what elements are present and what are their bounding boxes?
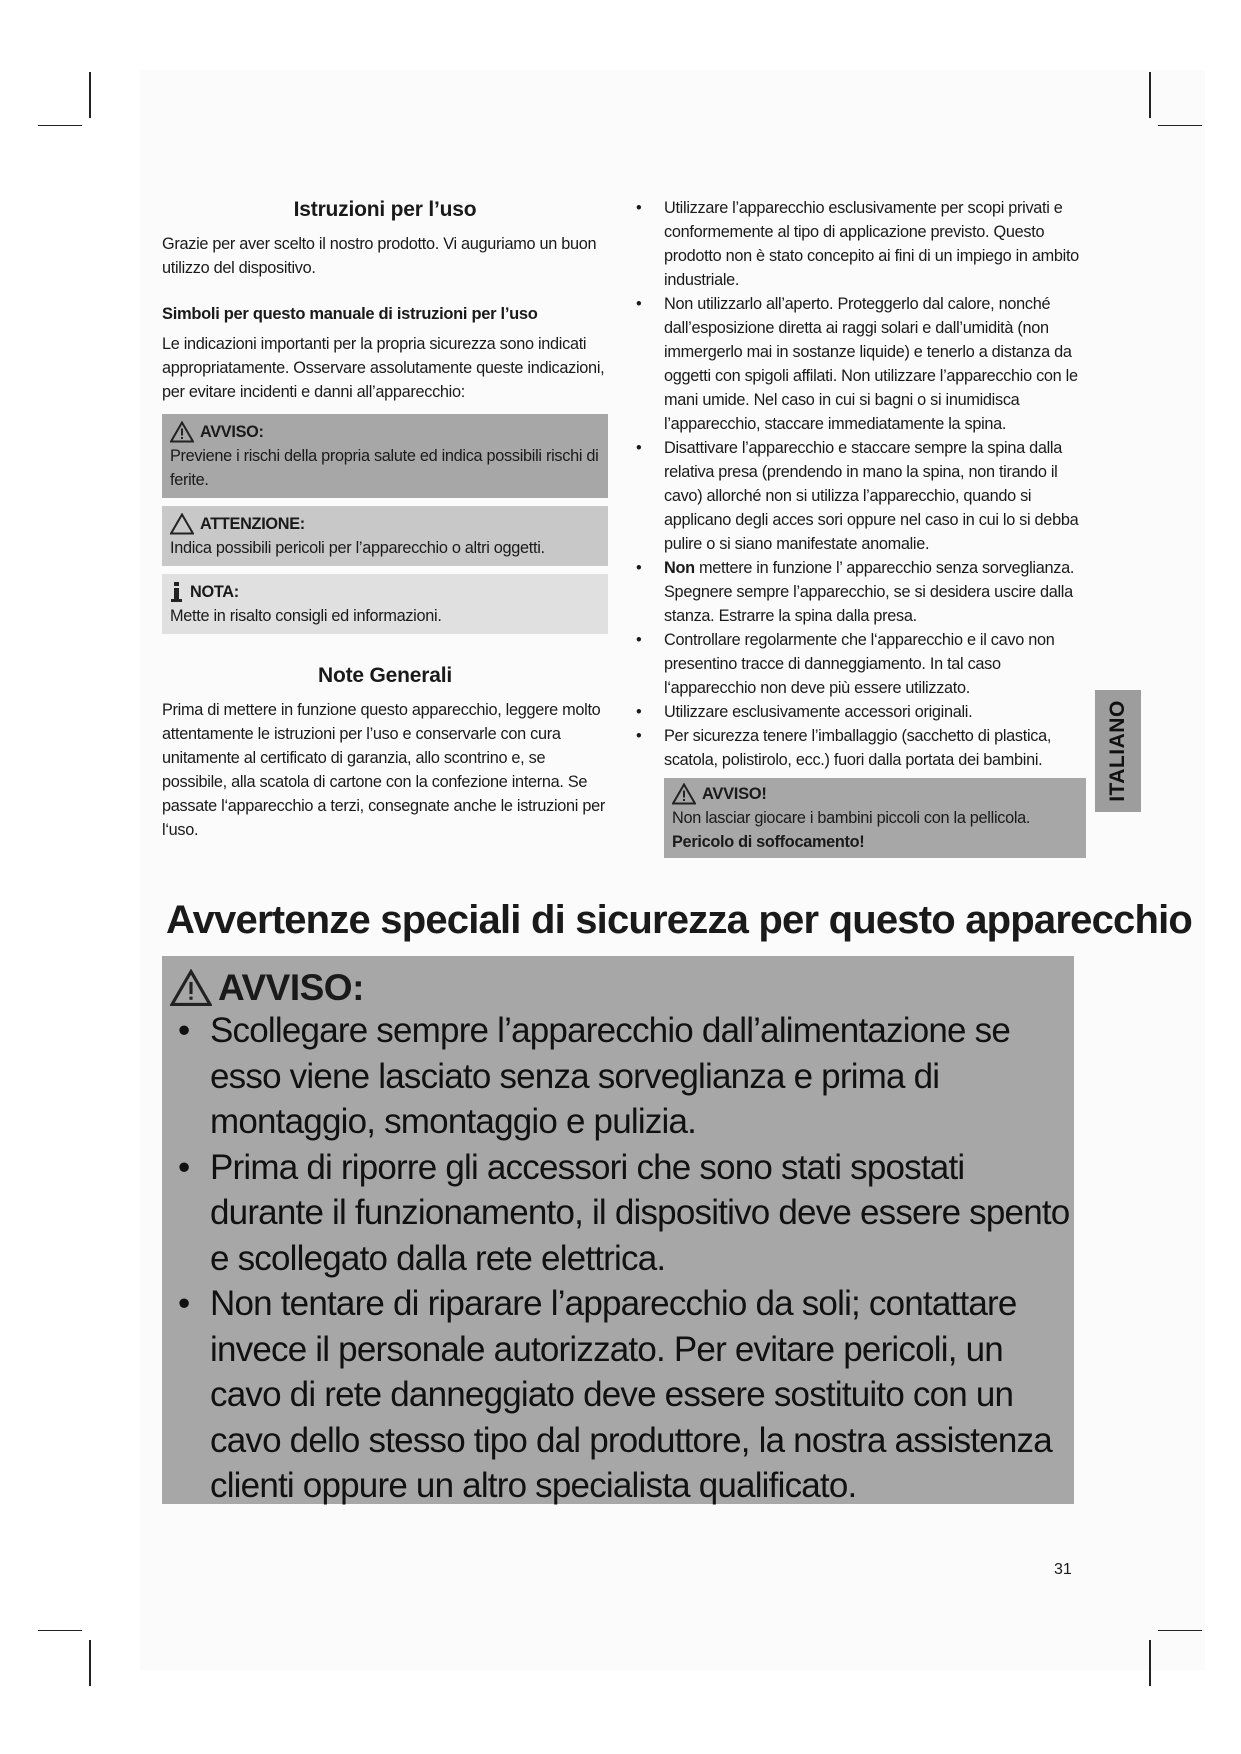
symbols-text: Le indicazioni importanti per la propria sicurezza sono indicati appropriatamente. Osservare assolutamente queste indicazioni, per evitare incidenti e danni all’apparecchio: xyxy=(162,335,605,401)
note-generali-title: Note Generali xyxy=(318,664,452,687)
caution-triangle-icon xyxy=(170,513,194,535)
list-item: • Disattivare l’apparecchio e staccare sempre la spina dalla relativa presa (prendendo in mano la spina, non tirando il cavo) allorché non si utilizza l’apparecchio, quando si applicano degli acces sori oppure nel caso in cui lo si debba pulire o si siano manifestate anomalie. xyxy=(636,439,1079,553)
attenzione-text: Indica possibili pericoli per l’apparecchio o altri oggetti. xyxy=(170,539,545,557)
info-icon xyxy=(170,582,184,602)
avviso-title: AVVISO! xyxy=(702,785,767,803)
warning-triangle-icon xyxy=(672,783,696,805)
warning-triangle-icon xyxy=(170,969,212,1007)
nota-text: Mette in risalto consigli ed informazioni. xyxy=(170,607,442,625)
list-item: • Utilizzare l’apparecchio esclusivamente per scopi privati e conformemente al tipo di applicazione previsto. Questo prodotto non è stato concepito ai fini di un impiego in ambito industriale. xyxy=(636,199,1079,289)
crop-mark xyxy=(89,72,91,118)
list-item: • Non utilizzarlo all’aperto. Proteggerlo dal calore, nonché dall’esposizione diretta ai raggi solari e dall’umidità (non immergerlo mai in sostanze liquide) e tenerlo a distanza da oggetti con spigoli affilati. Non utilizzare l’apparecchio con le mani umide. Nel caso in cui si bagni o si inumidisca l’apparecchio, staccare immediatamente la spina. xyxy=(636,295,1078,433)
right-column xyxy=(636,196,1086,858)
avviso-title: AVVISO: xyxy=(200,423,264,441)
attenzione-box xyxy=(162,506,608,566)
list-item: • Controllare regolarmente che l‘apparecchio e il cavo non presentino tracce di danneggiamento. In tal caso l‘apparecchio non deve più essere utilizzato. xyxy=(636,631,1055,697)
special-avviso-title: AVVISO: xyxy=(218,967,364,1008)
avviso-text: Previene i rischi della propria salute ed indica possibili rischi di ferite. xyxy=(170,447,599,489)
language-tab: ITALIANO xyxy=(1095,690,1141,812)
list-item: • Utilizzare esclusivamente accessori originali. xyxy=(636,703,973,721)
list-item: • Scollegare sempre l’apparecchio dall’alimentazione se esso viene lasciato senza sorveglianza e prima di montaggio, smontaggio e pulizia. xyxy=(178,1011,1011,1141)
avviso-text: Non lasciar giocare i bambini piccoli con la pellicola. xyxy=(672,809,1031,827)
intro-text: Grazie per aver scelto il nostro prodotto. Vi auguriamo un buon utilizzo del dispositivo. xyxy=(162,235,597,277)
instructions-title: Istruzioni per l’uso xyxy=(293,198,477,221)
crop-mark xyxy=(1149,72,1151,118)
special-warnings-list xyxy=(172,1008,1072,1509)
safety-bullet-list xyxy=(636,196,1086,772)
crop-mark xyxy=(1149,1640,1151,1686)
list-item: • Prima di riporre gli accessori che sono stati spostati durante il funzionamento, il dispositivo deve essere spento e scollegato dalla rete elettrica. xyxy=(178,1147,1070,1278)
note-generali-text: Prima di mettere in funzione questo apparecchio, leggere molto attentamente le istruzioni per l’uso e conservarle con cura unitamente al certificato di garanzia, allo scontrino e, se possibile, alla scatola di cartone con la confezione interna. Se passate l‘apparecchio a terzi, consegnate anche le istruzioni per l‘uso. xyxy=(162,701,605,839)
list-item: • Per sicurezza tenere l’imballaggio (sacchetto di plastica, scatola, polistirolo, ecc.) fuori dalla portata dei bambini. xyxy=(636,727,1052,769)
crop-mark xyxy=(38,1630,82,1631)
special-warnings-box xyxy=(162,956,1074,1504)
crop-mark xyxy=(1158,1630,1202,1631)
list-item: • Non mettere in funzione l’ apparecchio senza sorveglianza. Spegnere sempre l’apparecchio, se si desidera uscire dalla stanza. Estrarre la spina dalla presa. xyxy=(636,559,1075,625)
page-number: 31 xyxy=(1054,1561,1072,1578)
avviso-bold-text: Pericolo di soffocamento! xyxy=(672,833,865,851)
attenzione-title: ATTENZIONE: xyxy=(200,515,305,533)
list-item: • Non tentare di riparare l’apparecchio da soli; contattare invece il personale autorizzato. Per evitare pericoli, un cavo di rete danneggiato deve essere sostituito con un cavo dello stesso tipo dal produttore, la nostra assistenza clienti oppure un altro specialista qualificato. xyxy=(178,1284,1052,1505)
avviso-suffocation-box xyxy=(664,778,1086,858)
crop-mark xyxy=(1158,125,1202,126)
nota-title: NOTA: xyxy=(190,583,239,601)
left-column xyxy=(162,196,608,864)
crop-mark xyxy=(38,125,82,126)
crop-mark xyxy=(89,1640,91,1686)
symbols-heading: Simboli per questo manuale di istruzioni per l’uso xyxy=(162,305,538,323)
special-warnings-title: Avvertenze speciali di sicurezza per questo apparecchio xyxy=(166,898,1193,942)
warning-triangle-icon xyxy=(170,421,194,443)
avviso-box xyxy=(162,414,608,498)
nota-box xyxy=(162,574,608,634)
